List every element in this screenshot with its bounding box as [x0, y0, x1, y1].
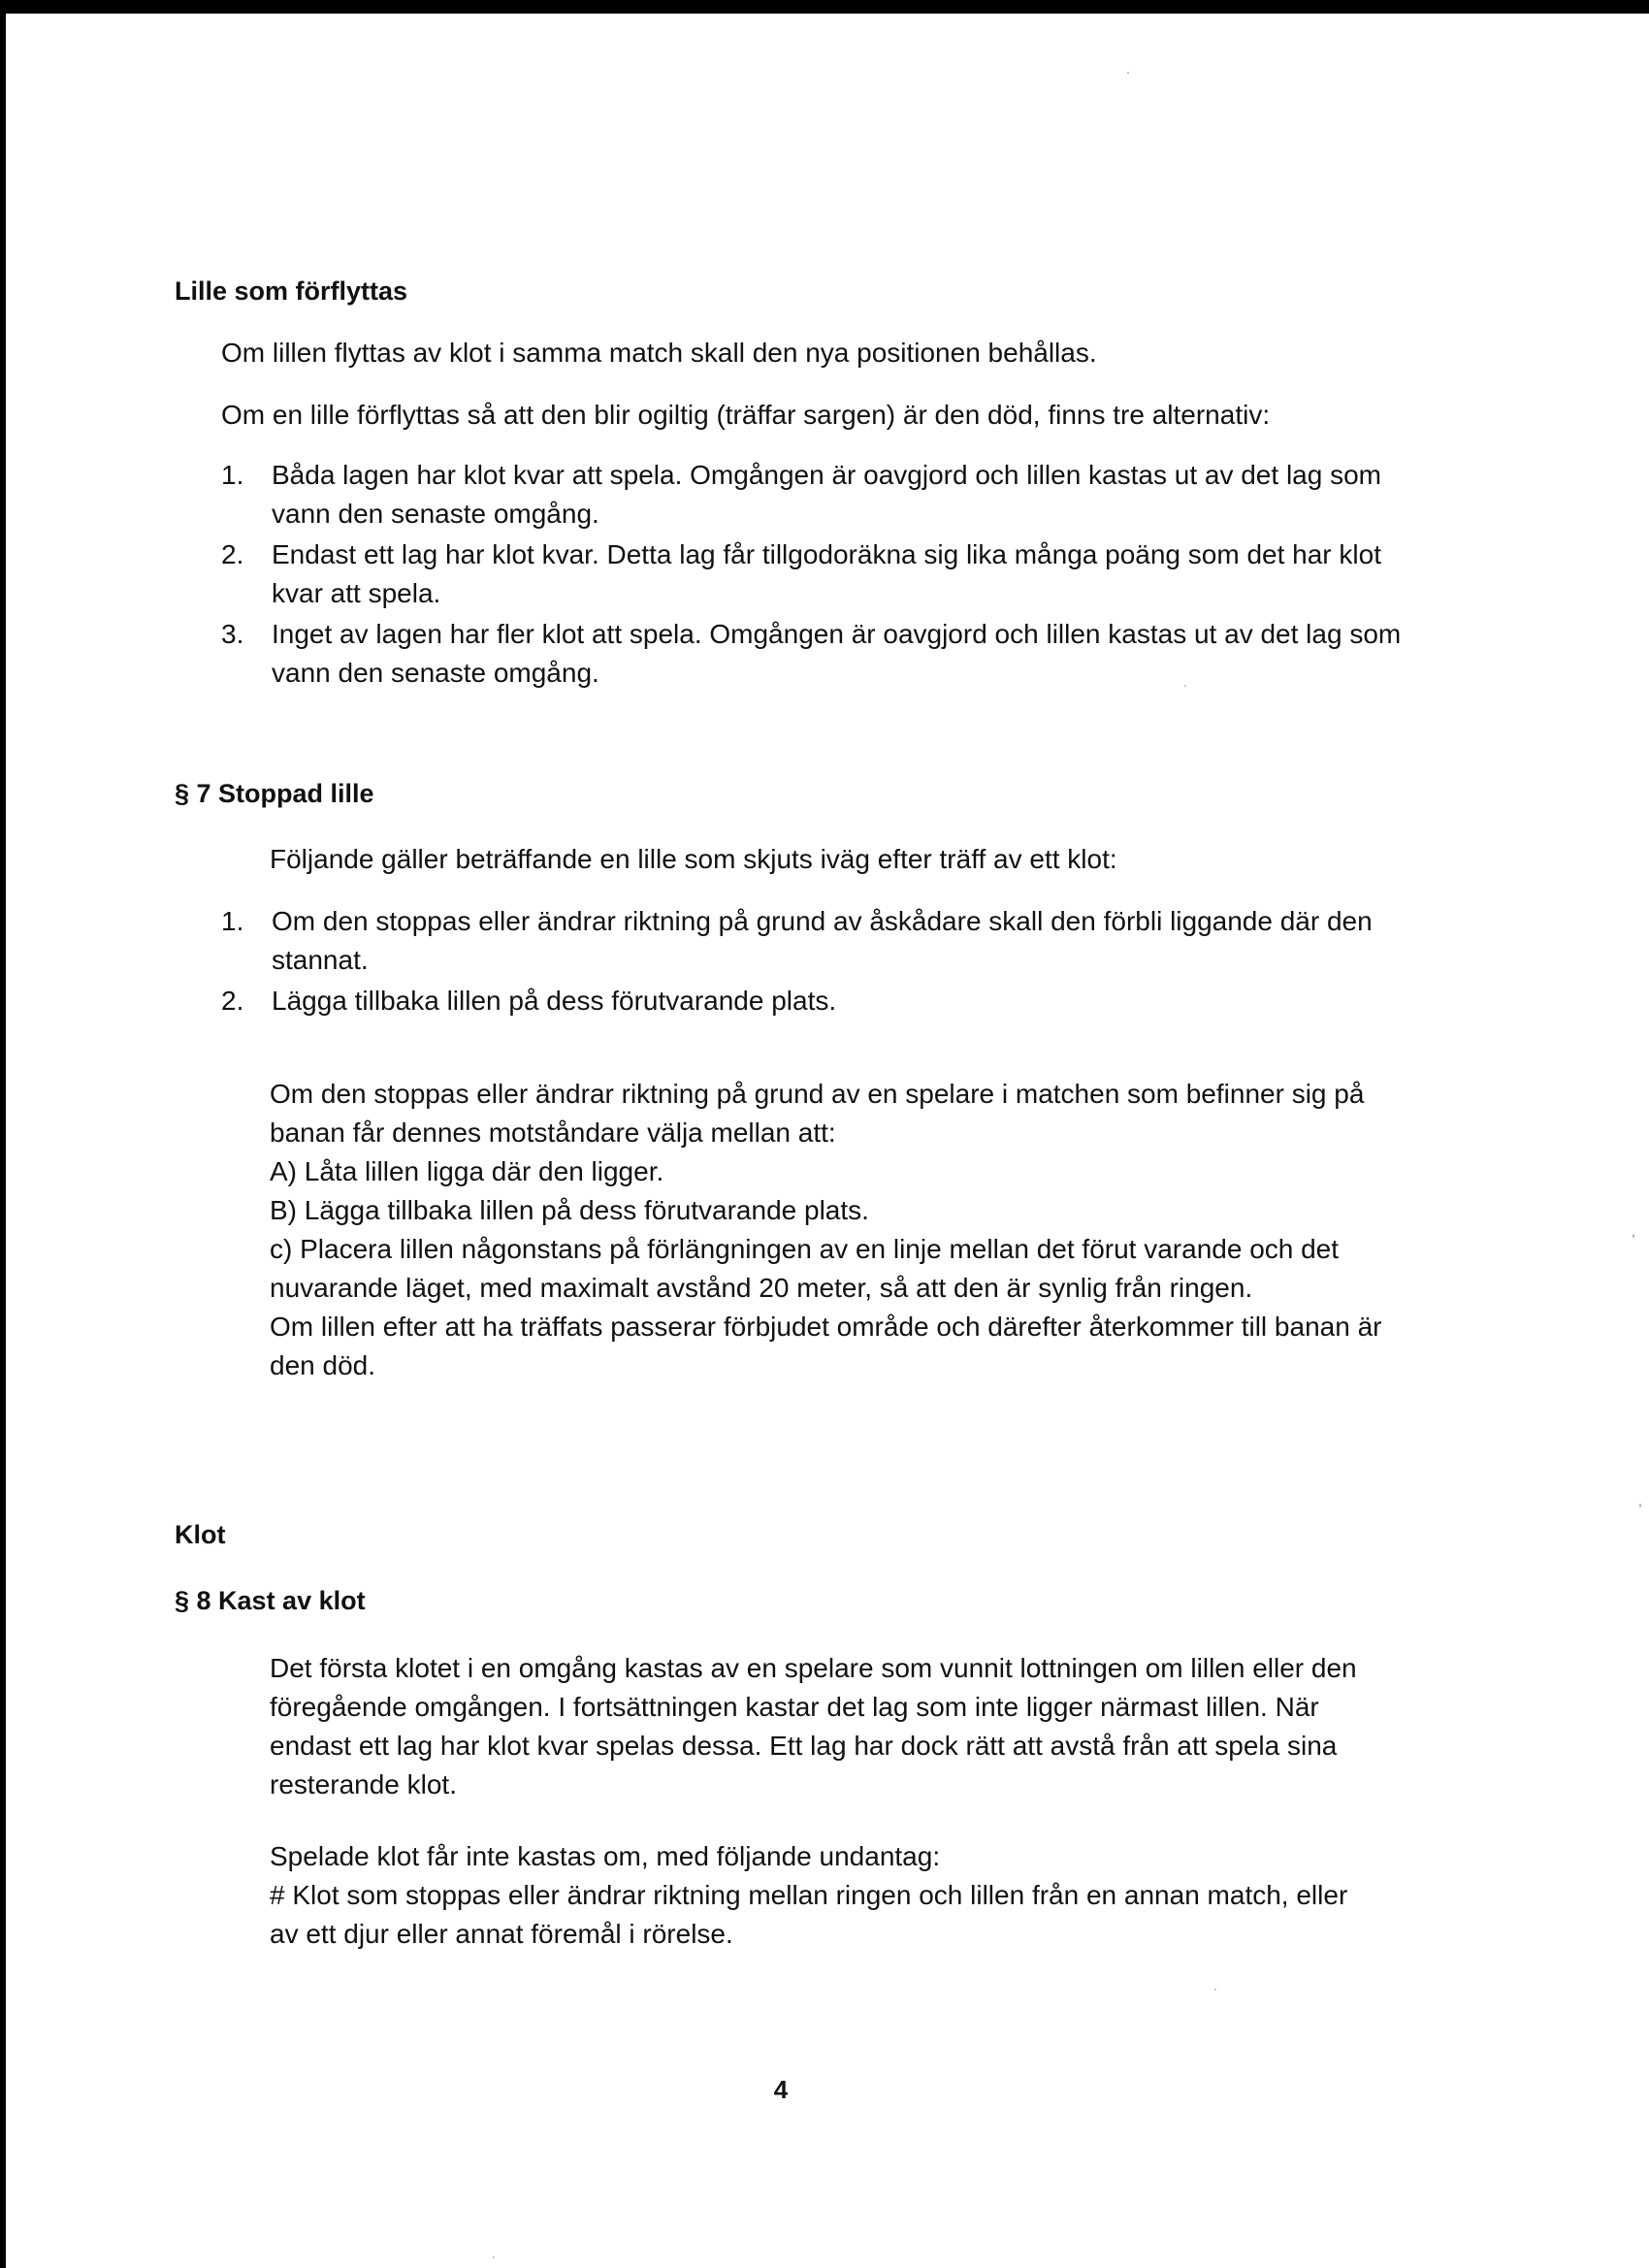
list-item	[221, 615, 1424, 693]
page-number: 4	[773, 2075, 789, 2104]
undantag-item: # Klot som stoppas eller ändrar riktning mellan ringen och lillen från en annan match, eller av ett djur eller annat föremål i rörelse.	[270, 1880, 1348, 1949]
section-8-undantag	[270, 1837, 1356, 1954]
list-item-text: Inget av lagen har fler klot att spela. Omgången är oavgjord och lillen kastas ut av det lag som vann den senaste omgång.	[272, 619, 1402, 688]
paragraph-section-7-intro: Följande gäller beträffande en lille som skjuts iväg efter träff av ett klot:	[270, 844, 1117, 874]
scan-speck	[493, 2256, 495, 2258]
list-item	[221, 982, 1424, 1021]
scan-speck	[1633, 1234, 1634, 1238]
block-line: Om den stoppas eller ändrar riktning på grund av en spelare i matchen som befinner sig på banan får dennes motståndare välja mellan att:	[270, 1079, 1365, 1148]
heading-section-8: § 8 Kast av klot	[175, 1586, 366, 1615]
list-item-text: Om den stoppas eller ändrar riktning på grund av åskådare skall den förbli liggande där den stannat.	[272, 906, 1373, 975]
undantag-intro: Spelade klot får inte kastas om, med följande undantag:	[270, 1841, 941, 1871]
list-item-number: 1.	[221, 906, 244, 936]
list-item-text: Lägga tillbaka lillen på dess förutvarande plats.	[272, 986, 837, 1016]
heading-section-7: § 7 Stoppad lille	[175, 779, 374, 808]
list-alternativ	[221, 456, 1424, 695]
scan-speck	[1127, 72, 1129, 74]
list-section-7	[221, 902, 1424, 1022]
block-line: A) Låta lillen ligga där den ligger.	[270, 1156, 664, 1186]
scan-speck	[1214, 1989, 1216, 1991]
paragraph-lille-flyttas: Om lillen flyttas av klot i samma match skall den nya positionen behållas.	[221, 338, 1097, 368]
scan-speck	[1184, 685, 1186, 687]
block-line: c) Placera lillen någonstans på förlängningen av en linje mellan det förut varande och det nuvarande läget, med maximalt avstånd 20 meter, så att den är synlig från ringen.	[270, 1234, 1340, 1303]
block-line: Om lillen efter att ha träffats passerar förbjudet område och därefter återkommer till banan är den död.	[270, 1312, 1382, 1380]
section-7-block	[270, 1075, 1414, 1385]
list-item	[221, 902, 1424, 980]
list-item	[221, 456, 1424, 534]
list-item	[221, 535, 1424, 613]
heading-klot: Klot	[175, 1520, 226, 1549]
heading-lille-som-forflyttas: Lille som förflyttas	[175, 276, 408, 306]
list-item-text: Endast ett lag har klot kvar. Detta lag får tillgodoräkna sig lika många poäng som det har klot kvar att spela.	[272, 539, 1381, 608]
list-item-text: Båda lagen har klot kvar att spela. Omgången är oavgjord och lillen kastas ut av det lag som vann den senaste omgång.	[272, 460, 1381, 529]
scan-speck	[1639, 1504, 1641, 1507]
paragraph-lille-ogiltig: Om en lille förflyttas så att den blir ogiltig (träffar sargen) är den död, finns tre alternativ:	[221, 400, 1271, 430]
list-item-number: 1.	[221, 460, 244, 490]
paragraph-section-8-kast: Det första klotet i en omgång kastas av en spelare som vunnit lottningen om lillen eller den föregående omgången. I fortsättningen kastar det lag som inte ligger närmast lillen. När endast ett lag har klot kvar spelas dessa. Ett lag har dock rätt att avstå från att spela sina resterande klot.	[270, 1653, 1357, 1799]
list-item-number: 3.	[221, 619, 244, 649]
list-item-number: 2.	[221, 539, 244, 569]
block-line: B) Lägga tillbaka lillen på dess förutvarande plats.	[270, 1195, 869, 1225]
list-item-number: 2.	[221, 986, 244, 1016]
